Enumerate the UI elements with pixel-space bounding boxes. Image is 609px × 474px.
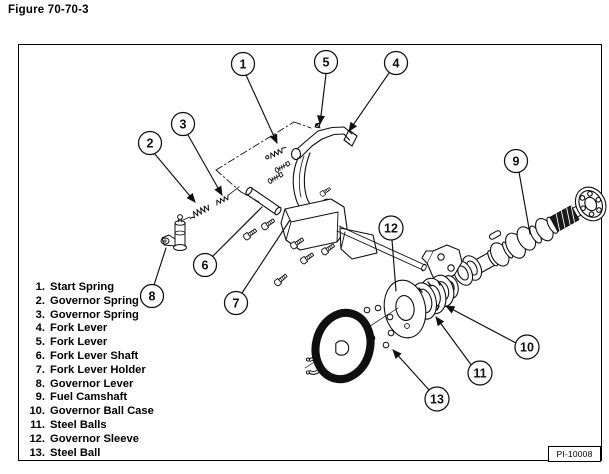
svg-text:10: 10 [520, 340, 534, 355]
svg-text:7: 7 [232, 296, 240, 311]
part-number: 12. [29, 432, 45, 445]
leader-1 [246, 75, 277, 143]
leader-2 [154, 153, 195, 202]
callout-7 [225, 292, 248, 315]
svg-text:9: 9 [512, 154, 520, 169]
governor-spring-large [183, 204, 210, 220]
svg-text:13: 13 [430, 392, 444, 407]
callout-2 [139, 132, 162, 155]
part-number: 9. [35, 391, 45, 404]
part-number: 8. [35, 377, 45, 390]
part-number: 4. [35, 322, 45, 335]
svg-text:12: 12 [384, 221, 398, 236]
start-spring [265, 146, 288, 160]
part-number: 3. [35, 308, 45, 321]
part-name: Governor Spring [50, 308, 139, 321]
leader-3 [188, 135, 222, 195]
part-name: Governor Spring [50, 294, 139, 307]
part-name: Start Spring [50, 281, 115, 293]
callout-8 [141, 285, 164, 308]
part-number: 7. [35, 363, 45, 376]
svg-text:11: 11 [473, 366, 487, 381]
callout-10 [515, 335, 539, 359]
callout-9 [505, 150, 528, 173]
part-name: Steel Ball [50, 446, 101, 459]
callout-12 [379, 216, 403, 240]
part-number: 6. [35, 349, 45, 362]
part-name: Steel Balls [50, 418, 107, 431]
leader-4 [349, 73, 389, 131]
svg-text:4: 4 [392, 56, 400, 71]
diagram-code-box [548, 446, 601, 462]
leader-11 [436, 317, 472, 366]
svg-text:6: 6 [201, 258, 209, 273]
svg-text:2: 2 [146, 136, 154, 151]
svg-text:8: 8 [148, 289, 156, 304]
leader-5 [320, 74, 326, 124]
callout-5 [315, 51, 338, 74]
part-number: 1. [35, 281, 45, 293]
svg-text:3: 3 [179, 117, 187, 132]
part-number: 10. [29, 405, 45, 418]
part-name: Fork Lever [50, 336, 108, 349]
leader-8 [154, 248, 166, 285]
part-name: Governor Sleeve [50, 432, 139, 445]
camshaft-gear [304, 302, 382, 389]
svg-text:1: 1 [239, 57, 247, 72]
leader-10 [446, 306, 516, 343]
leader-9 [519, 172, 530, 234]
woodruff-key [488, 230, 501, 240]
part-name: Fuel Camshaft [50, 391, 128, 404]
part-name: Fork Lever [50, 322, 108, 335]
leader-13 [393, 350, 430, 391]
part-name: Fork Lever Shaft [50, 349, 139, 362]
part-number: 13. [29, 446, 45, 459]
svg-text:5: 5 [322, 55, 330, 70]
figure-title: Figure 70-70-3 [8, 4, 89, 16]
steel-ball-13 [383, 342, 389, 348]
callout-1 [232, 53, 255, 76]
part-name: Fork Lever Holder [50, 363, 146, 376]
callout-11 [468, 361, 492, 385]
callout-6 [194, 254, 217, 277]
callout-13 [425, 387, 449, 411]
leader-6 [213, 207, 262, 256]
fuel-camshaft [466, 182, 609, 284]
part-number: 2. [35, 294, 45, 307]
part-name: Governor Lever [50, 377, 134, 390]
part-number: 5. [35, 336, 45, 349]
callout-4 [385, 52, 408, 75]
callout-3 [172, 113, 195, 136]
fork-lever-shaft [245, 186, 283, 216]
leader-7 [242, 220, 290, 293]
part-name: Governor Ball Case [50, 405, 154, 418]
diagram-code: PI-10008 [556, 449, 593, 459]
part-number: 11. [30, 418, 45, 431]
